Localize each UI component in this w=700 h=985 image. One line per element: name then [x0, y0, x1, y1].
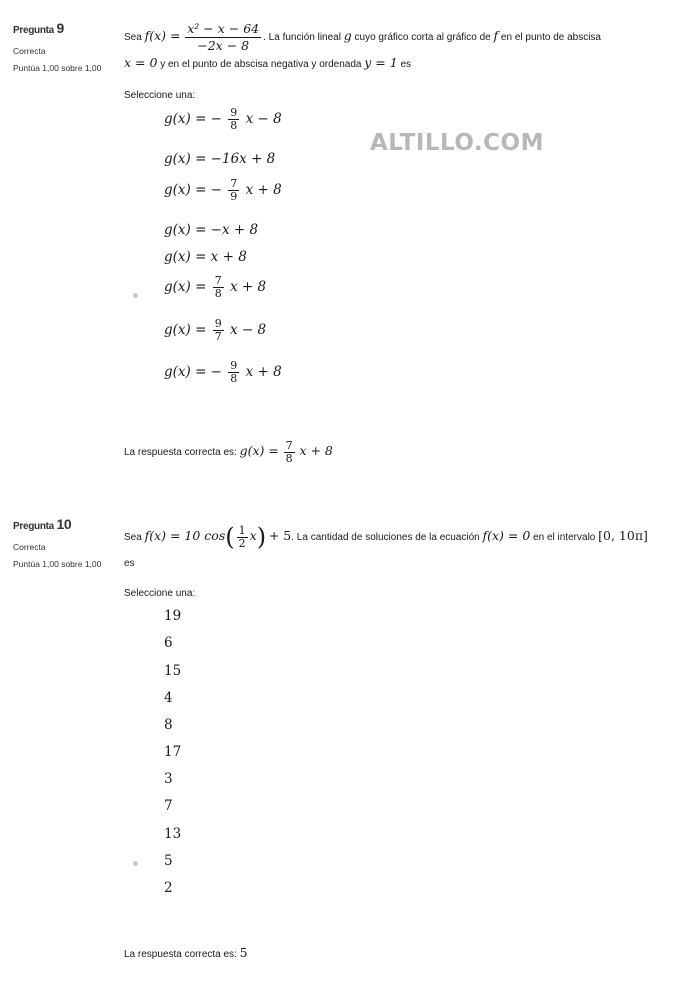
stem-text: y en el punto de abscisa negativa y ordenada: [160, 59, 362, 71]
answer-option[interactable]: 19: [164, 608, 182, 624]
select-prompt: Seleccione una:: [124, 588, 196, 599]
fraction-denominator: 9: [230, 190, 238, 204]
answer-option[interactable]: 4: [164, 690, 173, 706]
stem-math: y = 1: [364, 55, 398, 71]
answer-option[interactable]: 13: [164, 826, 182, 842]
question-label: Pregunta: [13, 521, 54, 532]
answer-option[interactable]: 7: [164, 798, 173, 814]
stem-math: f: [493, 27, 499, 43]
option-math: g(x) = −: [164, 182, 222, 199]
option-math: g(x) = −16x + 8: [164, 151, 276, 167]
answer-option[interactable]: [164, 318, 266, 343]
stem-math: x = 0: [124, 55, 158, 71]
answer-option[interactable]: 8: [164, 717, 173, 733]
fraction-numerator: 9: [214, 317, 222, 330]
answer-math: 5: [239, 945, 248, 960]
question-state: Correcta: [13, 45, 46, 56]
option-math: x + 8: [245, 182, 282, 199]
fraction-numerator: 7: [214, 274, 222, 287]
stem-text: Sea: [124, 531, 142, 543]
fraction-numerator: 7: [285, 439, 293, 452]
fraction-numerator: 9: [230, 359, 238, 372]
option-math: g(x) =: [164, 322, 207, 339]
answer-option[interactable]: [164, 107, 282, 132]
answer-option-selected[interactable]: [164, 275, 266, 300]
question-title: [13, 18, 113, 39]
fraction-denominator: 8: [230, 372, 238, 386]
answer-option[interactable]: [164, 249, 247, 265]
fraction-denominator: 8: [230, 119, 238, 133]
select-prompt: Seleccione una:: [124, 90, 196, 101]
stem-text: Sea: [124, 31, 142, 43]
stem-math: f(x) =: [144, 27, 181, 43]
right-paren: ): [256, 523, 267, 551]
answer-option[interactable]: 15: [164, 663, 182, 679]
question-info: [13, 514, 113, 575]
watermark: ALTILLO.COM: [370, 130, 544, 156]
stem-math: [0, 10π]: [598, 527, 648, 543]
question-info: [13, 18, 113, 79]
option-math: x − 8: [230, 322, 267, 339]
answer-option[interactable]: [164, 178, 282, 203]
option-math: x − 8: [245, 111, 282, 128]
stem-text: . La cantidad de soluciones de la ecuación: [291, 531, 480, 543]
option-math: g(x) = x + 8: [164, 249, 247, 265]
stem-fraction: [237, 525, 248, 550]
stem-math: x: [249, 527, 257, 543]
option-math: g(x) = −: [164, 111, 222, 128]
fraction-numerator: 9: [230, 106, 238, 119]
correct-answer: [124, 945, 248, 960]
stem-text: en el intervalo: [533, 531, 596, 543]
answer-math: x + 8: [299, 443, 333, 459]
question-label: Pregunta: [13, 25, 54, 36]
question-number: 9: [56, 20, 64, 36]
option-math: x + 8: [230, 279, 267, 296]
stem-math: f(x) = 10 cos: [144, 527, 226, 543]
answer-fraction: [284, 440, 295, 465]
option-math: g(x) = −: [164, 364, 222, 381]
answer-option[interactable]: [164, 222, 258, 238]
radio-button-selected[interactable]: [133, 861, 138, 866]
correct-answer-label: La respuesta correcta es:: [124, 949, 237, 960]
option-fraction: [228, 360, 239, 385]
question-score: Puntúa 1,00 sobre 1,00: [13, 62, 102, 73]
option-fraction: [213, 318, 224, 343]
option-math: g(x) = −x + 8: [164, 222, 259, 238]
option-math: x + 8: [245, 364, 282, 381]
correct-answer-label: La respuesta correcta es:: [124, 447, 237, 459]
stem-text: . La función lineal: [263, 31, 341, 43]
question-stem: [124, 21, 684, 73]
stem-math: + 5: [268, 527, 292, 543]
answer-math: g(x) =: [239, 443, 279, 459]
stem-fraction: [185, 21, 261, 53]
question-score: Puntúa 1,00 sobre 1,00: [13, 558, 102, 569]
left-paren: (: [225, 523, 235, 551]
question-stem: [124, 518, 694, 572]
stem-math: f(x) = 0: [482, 527, 531, 543]
stem-text: es: [400, 59, 412, 71]
option-fraction: [213, 275, 224, 300]
stem-math: g: [343, 27, 352, 43]
option-fraction: [228, 178, 239, 203]
answer-option[interactable]: 6: [164, 635, 173, 651]
answer-option-selected[interactable]: 5: [164, 853, 173, 869]
fraction-denominator: 8: [214, 287, 222, 301]
stem-text: cuyo gráfico corta al gráfico de: [354, 31, 491, 43]
option-math: g(x) =: [164, 279, 207, 296]
answer-option[interactable]: [164, 151, 275, 167]
question-state: Correcta: [13, 541, 46, 552]
stem-text: en el punto de abscisa: [500, 31, 601, 43]
fraction-numerator: 1: [238, 523, 246, 537]
stem-text: es: [124, 558, 135, 570]
answer-option[interactable]: 2: [164, 880, 173, 896]
fraction-denominator: 7: [214, 330, 222, 344]
answer-option[interactable]: 17: [164, 744, 182, 760]
fraction-numerator: 7: [230, 177, 238, 190]
fraction-numerator: x² − x − 64: [187, 21, 260, 36]
question-title: [13, 514, 113, 535]
radio-button-selected[interactable]: [133, 293, 138, 298]
question-number: 10: [56, 516, 72, 532]
fraction-denominator: −2x − 8: [185, 37, 261, 54]
option-fraction: [228, 107, 239, 132]
fraction-denominator: 2: [238, 536, 246, 550]
fraction-denominator: 8: [285, 452, 293, 466]
answer-option[interactable]: 3: [164, 771, 173, 787]
answer-option[interactable]: [164, 360, 282, 385]
correct-answer: [124, 440, 333, 465]
